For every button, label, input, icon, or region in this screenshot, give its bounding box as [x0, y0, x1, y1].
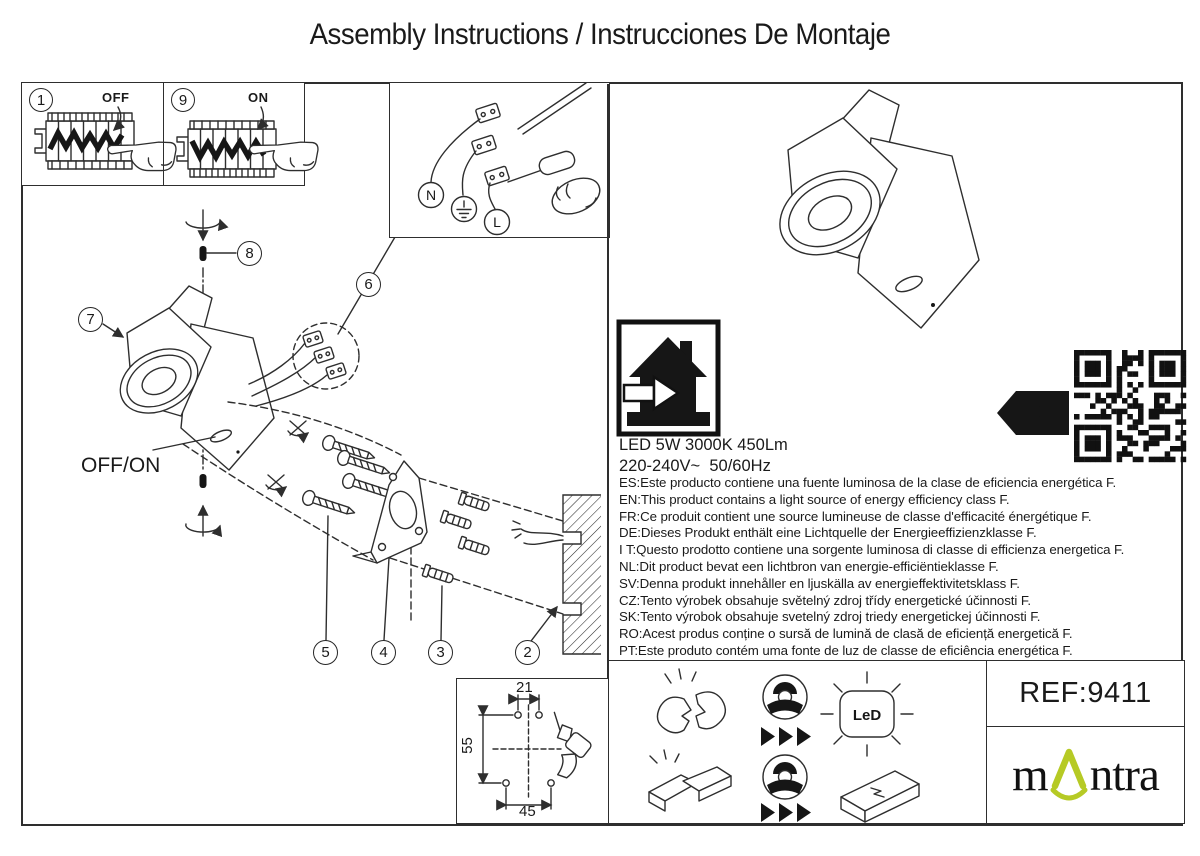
- language-lines: [619, 475, 1185, 660]
- wiring-detail-box: [389, 82, 610, 238]
- reference-number: REF:9411: [987, 661, 1184, 727]
- live-terminal-label: L: [493, 214, 501, 230]
- lang-line-de: DE:Dieses Produkt enthält eine Lichtquelle der Energieeffizienzklasse F.: [619, 525, 1037, 541]
- service-icons-box: [608, 660, 988, 824]
- product-drawing: [783, 86, 1035, 338]
- page-title: Assembly Instructions / Instrucciones De Montaje: [309, 18, 891, 51]
- power-spec-line: 220-240V~ 50/60Hz: [619, 457, 771, 475]
- led-icon-label: LeD: [852, 707, 882, 724]
- broken-driver-icon: [649, 750, 731, 811]
- lang-line-sv: SV:Denna produkt innehåller en ljuskälla av energieffektivitetsklass F.: [619, 575, 1020, 591]
- part-number-4: 4: [371, 640, 396, 665]
- mounting-bracket-drawing: [353, 461, 427, 563]
- part-number-3: 3: [428, 640, 453, 665]
- part-number-8: 8: [237, 241, 262, 266]
- energy-class-letter: F: [1032, 396, 1052, 431]
- switch-label: OFF/ON: [81, 454, 161, 477]
- wall-anchors-drawing: [422, 492, 490, 585]
- step-number-1: 1: [29, 88, 53, 112]
- part-number-7: 7: [78, 307, 103, 332]
- lang-line-pt: PT:Este produto contém uma fonte de luz de classe de eficiência energética F.: [619, 642, 1073, 658]
- qr-code: [1074, 350, 1186, 462]
- lang-line-fr: FR:Ce produit contient une source lumineuse de classe d'efficacité énergétique F.: [619, 508, 1092, 524]
- drill-tool-drawing: [525, 712, 594, 780]
- lang-line-it: I T:Questo prodotto contiene una sorgente luminosa di classe di efficienza energetica F.: [619, 542, 1125, 558]
- led-driver-icon: [841, 771, 919, 822]
- switch-steps-box: [21, 82, 305, 186]
- broken-led-icon: [657, 669, 725, 733]
- step-off-label: OFF: [102, 90, 130, 105]
- neutral-terminal-label: N: [425, 187, 437, 203]
- dim-side: 55: [458, 737, 476, 754]
- drill-template-box: [456, 678, 609, 824]
- brand-caret-icon: [1048, 746, 1090, 804]
- brand-logo: [987, 727, 1184, 823]
- screwdriver-drawing: [508, 149, 605, 220]
- lang-line-cz: CZ:Tento výrobek obsahuje světelný zdroj třídy energetické účinnosti F.: [619, 592, 1031, 608]
- part-number-2: 2: [515, 640, 540, 665]
- part-number-6: 6: [356, 272, 381, 297]
- step-on-label: ON: [248, 90, 269, 105]
- part-number-5: 5: [313, 640, 338, 665]
- dim-top: 21: [516, 679, 533, 696]
- brand-logo-m: m: [1012, 749, 1048, 801]
- lamp-spec-line: LED 5W 3000K 450Lm: [619, 436, 788, 454]
- lang-line-nl: NL:Dit product bevat een lichtbron van energie-efficiëntieklasse F.: [619, 558, 999, 574]
- brand-logo-ntra: ntra: [1089, 749, 1159, 801]
- drill-template-drawing: [457, 679, 607, 822]
- mounting-screws-drawing: [266, 421, 397, 520]
- lang-line-en: EN:This product contains a light source of energy efficiency class F.: [619, 491, 1010, 507]
- lamp-wires-drawing: [249, 237, 395, 406]
- energy-class-arrow: [996, 390, 1070, 436]
- instruction-sheet-frame: [21, 82, 1183, 826]
- reference-box: [986, 660, 1185, 824]
- lamp-body-drawing: [103, 286, 274, 470]
- lang-line-sk: SK:Tento výrobok obsahuje svetelný zdroj triedy energetickej účinnosti F.: [619, 609, 1041, 625]
- step-number-9: 9: [171, 88, 195, 112]
- wiring-drawing: [390, 83, 608, 235]
- step-panel-on: [163, 83, 304, 185]
- lang-line-ro: RO:Acest produs conține o sursă de lumină de clasă de eficiență energetică F.: [619, 626, 1073, 642]
- indoor-lighting-icon: [616, 319, 721, 437]
- step-panel-off: [22, 83, 163, 185]
- lang-line-es: ES:Este producto contiene una fuente luminosa de la clase de eficiencia energética F.: [619, 475, 1117, 490]
- service-icons-drawing: [609, 661, 986, 822]
- working-led-icon: [821, 672, 913, 756]
- dim-bottom: 45: [519, 803, 536, 820]
